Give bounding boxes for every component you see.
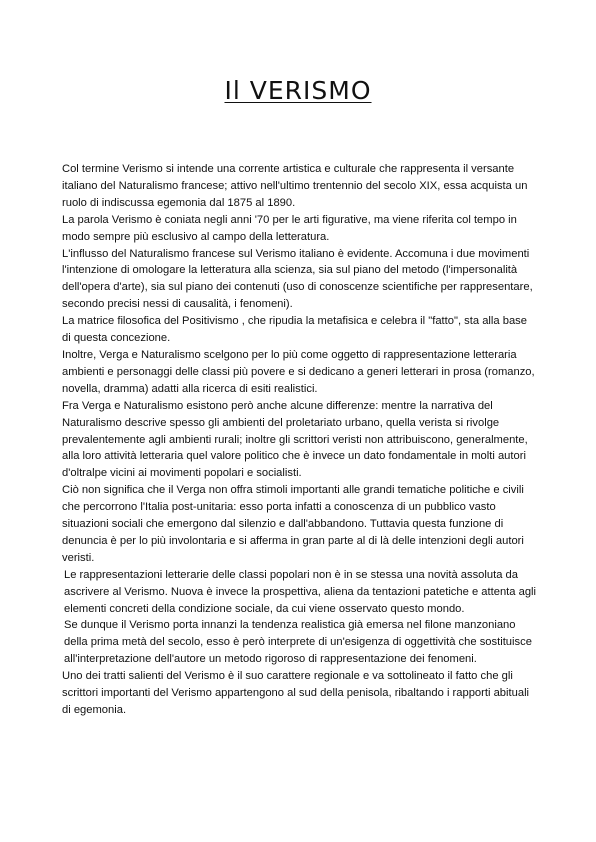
document-body: [62, 161, 538, 719]
paragraph-7: Ciò non significa che il Verga non offra stimoli importanti alle grandi tematiche politiche e civili che percorrono l'Italia post-unitaria: esso porta infatti a conoscenza di un pubblico vasto situazioni sociali che emergono dal silenzio e dall'abbandono. Tuttavia questa funzione di denuncia è per lo più involontaria e si afferma in gran parte al di là delle intenzioni degli autori veristi.: [62, 484, 524, 564]
paragraph-8: Le rappresentazioni letterarie delle classi popolari non è in se stessa una novità assoluta da ascrivere al Verismo. Nuova è invece la prospettiva, aliena da tentazioni patetiche e attenta agli elementi concreti della condizione sociale, da cui viene osservato questo mondo.: [64, 568, 537, 615]
paragraph-1: Col termine Verismo si intende una corrente artistica e culturale che rappresenta il versante italiano del Naturalismo francese; attivo nell'ultimo trentennio del secolo XIX, essa acquista un ruolo di indiscussa egemonia dal 1875 al 1890.: [62, 163, 528, 209]
paragraph-10: Uno dei tratti salienti del Verismo è il suo carattere regionale e va sottolineato il fatto che gli scrittori importanti del Verismo appartengono al sud della penisola, ribaltando i rapporti abituali di egemonia.: [62, 670, 530, 716]
paragraph-2: La parola Verismo è coniata negli anni '70 per le arti figurative, ma viene riferita col tempo in modo sempre più esclusivo al campo della letteratura.: [62, 213, 517, 243]
page-title: [0, 76, 596, 106]
paragraph-5: Inoltre, Verga e Naturalismo scelgono per lo più come oggetto di rappresentazione letteraria ambienti e personaggi delle classi più povere e si dedicano a generi letterari in prosa (romanzo, novella, dramma) adatti alla ricerca di esiti realistici.: [62, 348, 535, 395]
page-title-text: Il VERISMO: [224, 76, 372, 105]
paragraph-9: Se dunque il Verismo porta innanzi la tendenza realistica già emersa nel filone manzoniano della prima metà del secolo, esso è però interprete di un'esigenza di oggettività che sostituisce all'interpretazione dell'autore un metodo rigoroso di rappresentazione dei fenomeni.: [64, 619, 532, 666]
paragraph-6: Fra Verga e Naturalismo esistono però anche alcune differenze: mentre la narrativa del Naturalismo descrive spesso gli ambienti del proletariato urbano, quella verista si rivolge prevalentemente agli ambienti rurali; inoltre gli scrittori veristi non attribuiscono, generalmente, alla loro attività letteraria quel valore politico che è invece un dato fondamentale in molti autori d'oltralpe vicini ai movimenti popolari e socialisti.: [62, 399, 528, 480]
paragraph-4: La matrice filosofica del Positivismo , che ripudia la metafisica e celebra il "fatto", sta alla base di questa concezione.: [62, 315, 527, 345]
paragraph-3: L'influsso del Naturalismo francese sul Verismo italiano è evidente. Accomuna i due movimenti l'intenzione di omologare la letteratura alla scienza, sia sul piano del metodo (l'impersonalità dell'opera d'arte), sia sul piano dei contenuti (uso di conoscenze scientifiche per rappresentare, secondo precisi nessi di causalità, i fenomeni).: [62, 247, 533, 311]
